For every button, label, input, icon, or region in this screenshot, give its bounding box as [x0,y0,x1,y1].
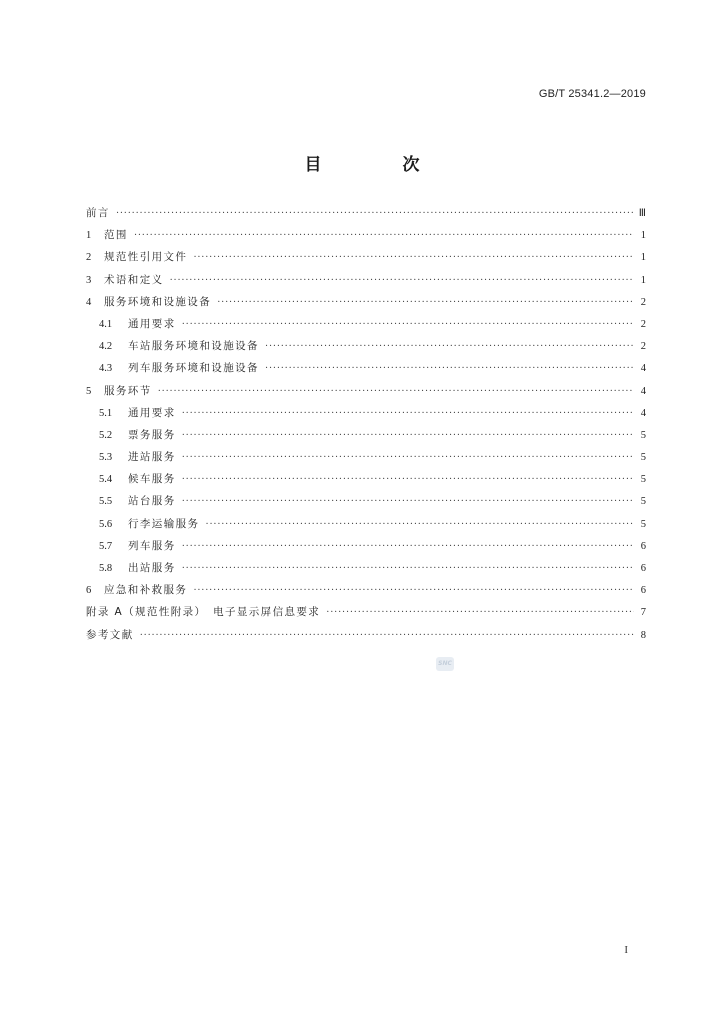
toc-entry-page: Ⅲ [638,208,646,219]
toc-entry-page: 4 [640,385,646,397]
toc-entry-number: 5.2 [99,429,113,441]
toc-entry[interactable] [86,205,646,227]
toc-entry-page: 4 [640,363,646,375]
dot-leader [140,629,634,643]
dot-leader [182,407,634,421]
dot-leader [217,296,634,310]
toc-entry-number: 2 [86,252,92,264]
toc-entry-number: 3 [86,274,92,286]
toc-entry-page: 8 [640,629,646,641]
toc-entry-number: 1 [86,230,92,242]
toc-entry-label: 参考文献 [86,628,134,641]
toc-entry[interactable] [86,294,646,316]
toc-entry-page: 6 [640,563,646,574]
toc-entry[interactable] [86,227,646,249]
toc-entry-page: 5 [640,518,646,530]
toc-entry-label: 服务环节 [104,384,152,397]
toc-entry-label: 出站服务 [128,562,176,574]
toc-entry-page: 5 [640,452,646,464]
dot-leader [116,207,634,221]
toc-entry[interactable] [86,316,646,338]
dot-leader [134,229,634,243]
toc-entry[interactable] [86,360,646,382]
dot-leader [326,606,634,620]
watermark-logo: SNC [436,657,454,671]
toc-entry[interactable] [86,582,646,604]
toc-entry-label: 进站服务 [128,451,176,464]
toc-entry-page: 2 [640,341,646,353]
dot-leader [182,451,634,465]
table-of-contents [86,205,646,649]
toc-entry[interactable] [86,471,646,493]
toc-entry-number: 5.8 [99,563,113,574]
toc-entry-page: 4 [640,407,646,419]
toc-entry-label: 列车服务环境和设施设备 [128,362,259,375]
dot-leader [205,518,634,532]
toc-entry[interactable] [86,338,646,360]
toc-entry-label: 范围 [104,229,128,242]
toc-entry-page: 6 [640,585,646,597]
toc-entry-page: 6 [640,540,646,552]
toc-entry-number: 5.6 [99,518,113,530]
toc-entry-label: 车站服务环境和设施设备 [128,340,259,353]
toc-entry-number: 5.4 [99,474,113,486]
dot-leader [182,540,634,554]
toc-entry[interactable] [86,538,646,560]
dot-leader [193,251,634,265]
toc-entry-label: 通用要求 [128,406,176,419]
toc-entry-page: 1 [640,252,646,264]
toc-entry-label: 列车服务 [128,539,176,552]
standard-code: GB/T 25341.2—2019 [538,88,646,100]
dot-leader [182,562,634,576]
page-number: I [624,944,628,956]
toc-entry-label: 票务服务 [128,428,176,441]
toc-entry-label: 候车服务 [128,473,176,486]
toc-entry-number: 4.3 [99,363,113,375]
dot-leader [182,318,634,332]
toc-entry-label: 规范性引用文件 [104,251,188,264]
dot-leader [182,429,634,443]
dot-leader [265,340,634,354]
toc-entry-page: 7 [640,607,646,619]
toc-entry-page: 5 [640,474,646,486]
toc-entry[interactable] [86,604,646,626]
toc-entry-page: 5 [640,429,646,441]
toc-entry-number: 4.1 [99,318,113,330]
toc-entry[interactable] [86,516,646,538]
toc-entry-label: 站台服务 [128,495,176,508]
toc-entry-number: 6 [86,585,92,597]
toc-entry-label: 行李运输服务 [128,517,200,530]
dot-leader [193,584,634,598]
toc-entry-number: 5.1 [99,407,113,419]
toc-entry-number: 5.5 [99,496,113,508]
toc-entry-label: 附录 A（规范性附录） 电子显示屏信息要求 [86,606,321,619]
toc-entry-page: 2 [640,296,646,308]
toc-entry-label: 术语和定义 [104,273,164,286]
toc-entry[interactable] [86,427,646,449]
toc-entry-number: 4.2 [99,341,113,353]
toc-entry[interactable] [86,405,646,427]
toc-entry-label: 应急和补救服务 [104,584,188,597]
toc-entry-label: 服务环境和设施设备 [104,295,212,308]
toc-entry-number: 5 [86,385,92,397]
toc-entry[interactable] [86,272,646,294]
toc-entry-label: 通用要求 [128,317,176,330]
toc-entry[interactable] [86,449,646,471]
dot-leader [182,495,634,509]
toc-entry[interactable] [86,627,646,649]
dot-leader [170,274,635,288]
toc-entry-page: 1 [640,274,646,286]
dot-leader [158,385,634,399]
toc-title: 目 次 [304,155,452,175]
toc-entry[interactable] [86,383,646,405]
toc-entry[interactable] [86,560,646,582]
toc-entry[interactable] [86,493,646,515]
dot-leader [265,362,634,376]
toc-entry-page: 5 [640,496,646,508]
toc-entry-number: 5.3 [99,452,113,464]
toc-entry-label: 前言 [86,207,110,219]
dot-leader [182,473,634,487]
toc-entry-number: 4 [86,296,92,308]
toc-entry-page: 1 [640,230,646,242]
toc-entry-page: 2 [640,318,646,330]
toc-entry-number: 5.7 [99,540,113,552]
toc-entry[interactable] [86,249,646,271]
